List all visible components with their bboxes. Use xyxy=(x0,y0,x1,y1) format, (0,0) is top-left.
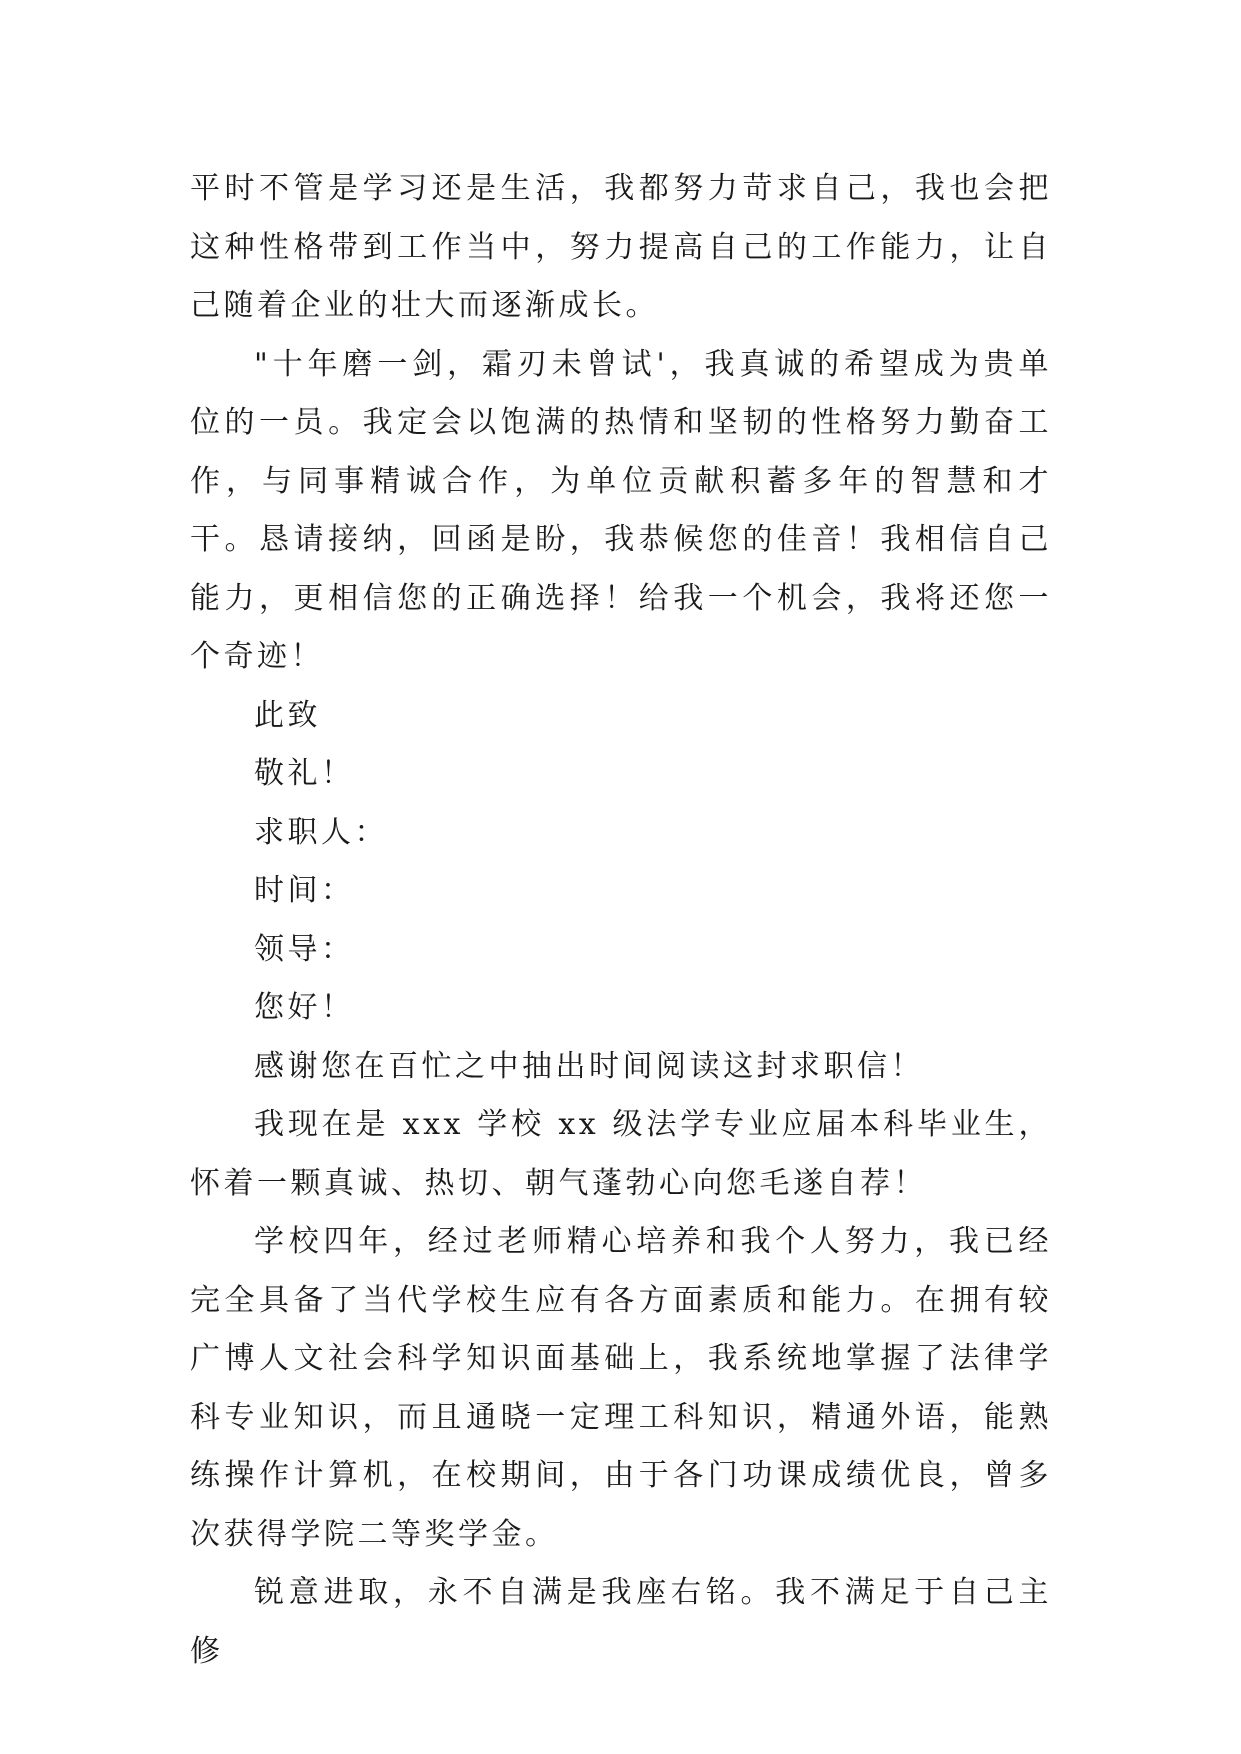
date-line: 时间： xyxy=(254,873,355,908)
recipient-line: 领导： xyxy=(254,931,355,967)
paragraph: 学校四年，经过老师精心培养和我个人努力，我已经完全具备了当代学校生应有各方面素质和能力。在拥有较广博人文社会科学知识面基础上，我系统地掌握了法律学科专业知识，而且通晓一定理工科知识，精通外语，能熟练操作计算机，在校期间，由于各门功课成绩优良，曾多次获得学院二等奖学金。 xyxy=(190,1224,1052,1552)
paragraph: 我现在是 xxx 学校 xx 级法学专业应届本科毕业生，怀着一颗真诚、热切、朝气蓬勃心向您毛遂自荐！ xyxy=(190,1107,1052,1201)
paragraph: 平时不管是学习还是生活，我都努力苛求自己，我也会把这种性格带到工作当中，努力提高自己的工作能力，让自己随着企业的壮大而逐渐成长。 xyxy=(190,171,1052,323)
salutation-line: 敬礼！ xyxy=(254,756,355,791)
letter-body xyxy=(190,160,1052,1681)
paragraph: 感谢您在百忙之中抽出时间阅读这封求职信！ xyxy=(254,1048,924,1084)
applicant-line: 求职人： xyxy=(254,814,388,850)
closing-line: 此致 xyxy=(254,697,321,733)
greeting-line: 您好！ xyxy=(254,990,355,1025)
paragraph: 锐意进取，永不自满是我座右铭。我不满足于自己主修 xyxy=(190,1575,1052,1669)
paragraph: "十年磨一剑，霜刃未曾试'，我真诚的希望成为贵单位的一员。我定会以饱满的热情和坚韧的性格努力勤奋工作，与同事精诚合作，为单位贡献积蓄多年的智慧和才干。恳请接纳，回函是盼，我恭候您的佳音！我相信自己能力，更相信您的正确选择！给我一个机会，我将还您一个奇迹！ xyxy=(190,346,1052,674)
